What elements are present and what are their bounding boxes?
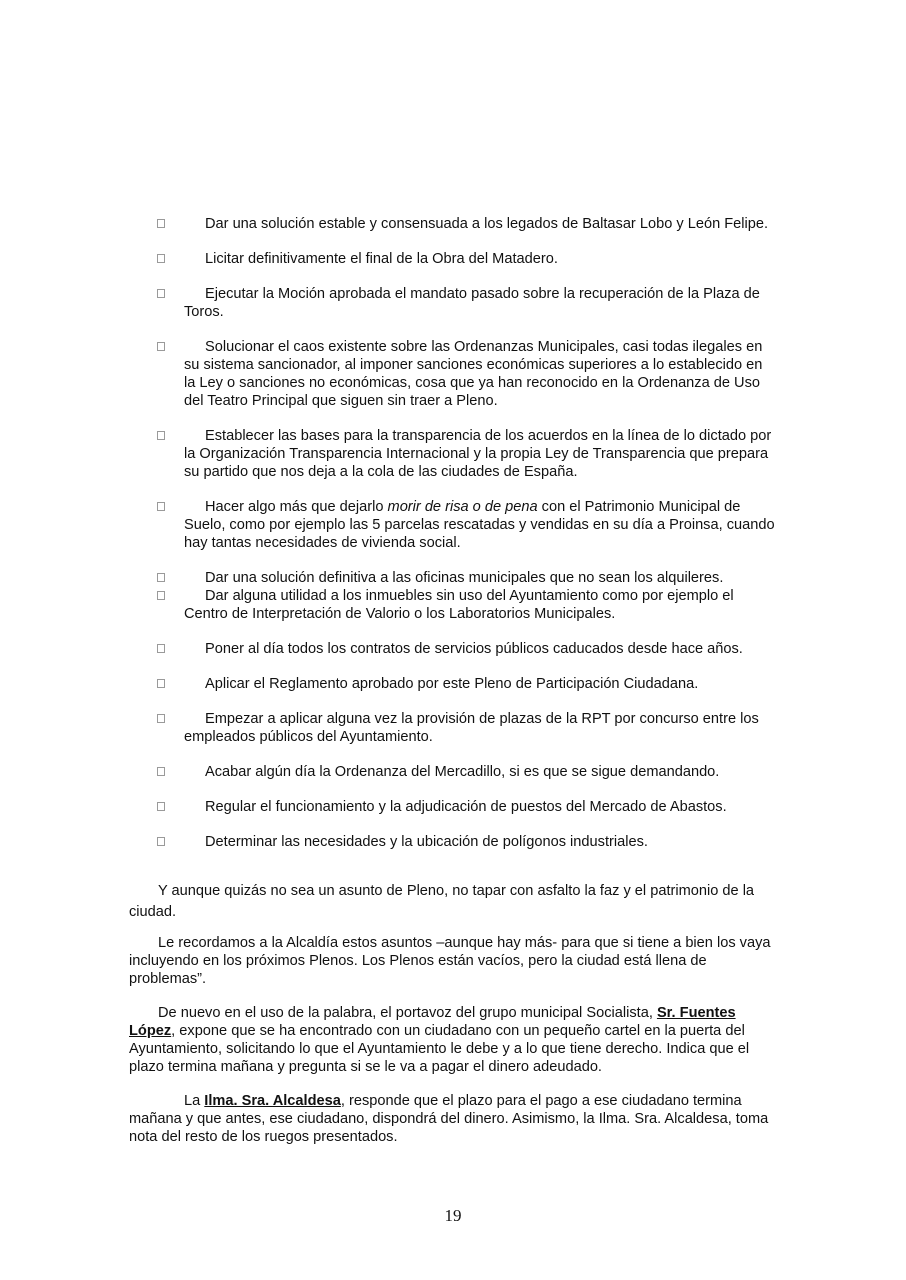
list-item: Aplicar el Reglamento aprobado por este Pleno de Participación Ciudadana. <box>155 675 775 693</box>
paragraph-recordatorio: Le recordamos a la Alcaldía estos asuntos –aunque hay más- para que si tiene a bien los vaya incluyendo en los próximos Plenos. Los Plenos están vacíos, pero la ciudad está llena de problemas”. <box>129 935 771 987</box>
list-item: Determinar las necesidades y la ubicación de polígonos industriales. <box>155 833 775 851</box>
checkbox-bullet-icon <box>157 431 165 440</box>
checkbox-bullet-icon <box>157 679 165 688</box>
paragraph-fuentes-lopez: De nuevo en el uso de la palabra, el portavoz del grupo municipal Socialista, Sr. Fuentes López, expone que se ha encontrado con un ciudadano con un pequeño cartel en la puerta del Ayuntamiento, solicitando lo que el Ayuntamiento le debe y a lo que tiene derecho. Indica que el plazo termina mañana y pregunta si se le va a pagar el dinero adeudado. <box>129 1005 750 1075</box>
list-item: Ejecutar la Moción aprobada el mandato pasado sobre la recuperación de la Plaza de Toros. <box>155 285 775 321</box>
list-item: Empezar a aplicar alguna vez la provisión de plazas de la RPT por concurso entre los empleados públicos del Ayuntamiento. <box>155 710 775 746</box>
checkbox-bullet-icon <box>157 767 165 776</box>
list-item: Establecer las bases para la transparencia de los acuerdos en la línea de lo dictado por la Organización Transparencia Internacional y la propia Ley de Transparencia que prepara su partido que nos deja a la cola de las ciudades de España. <box>155 427 775 481</box>
checkbox-bullet-icon <box>157 591 165 600</box>
checkbox-bullet-icon <box>157 714 165 723</box>
checkbox-bullet-icon <box>157 342 165 351</box>
paragraph-alcaldesa: La Ilma. Sra. Alcaldesa, responde que el plazo para el pago a ese ciudadano termina mañana y que antes, ese ciudadano, dispondrá del dinero. Asimismo, la Ilma. Sra. Alcaldesa, toma nota del resto de los ruegos presentados. <box>129 1093 769 1145</box>
list-item: Dar alguna utilidad a los inmuebles sin uso del Ayuntamiento como por ejemplo el Centro de Interpretación de Valorio o los Laboratorios Municipales. <box>155 587 775 623</box>
speaker-name: Ilma. Sra. Alcaldesa <box>204 1093 341 1109</box>
list-item: Solucionar el caos existente sobre las Ordenanzas Municipales, casi todas ilegales en su sistema sancionador, al imponer sanciones económicas superiores a lo establecido en la Ley o sanciones no económicas, cosa que ya han reconocido en la Ordenanza de Uso del Teatro Principal que siguen sin traer a Pleno. <box>155 338 775 410</box>
list-item: Regular el funcionamiento y la adjudicación de puestos del Mercado de Abastos. <box>155 798 775 816</box>
checkbox-bullet-icon <box>157 837 165 846</box>
checkbox-bullet-icon <box>157 502 165 511</box>
list-item: Hacer algo más que dejarlo morir de risa o de pena con el Patrimonio Municipal de Suelo, como por ejemplo las 5 parcelas rescatadas y vendidas en su día a Proinsa, cuando hay tantas necesidades de vivienda social. <box>155 498 775 552</box>
checkbox-bullet-icon <box>157 644 165 653</box>
list-item: Dar una solución definitiva a las oficinas municipales que no sean los alquileres. <box>155 569 775 587</box>
page-number: 19 <box>444 1206 462 1225</box>
list-item: Poner al día todos los contratos de servicios públicos caducados desde hace años. <box>155 640 775 658</box>
checkbox-bullet-icon <box>157 254 165 263</box>
speaker-name: Sr. Fuentes López <box>129 1005 736 1039</box>
request-list <box>155 215 775 868</box>
list-item: Dar una solución estable y consensuada a los legados de Baltasar Lobo y León Felipe. <box>155 215 775 233</box>
checkbox-bullet-icon <box>157 219 165 228</box>
paragraph-asfalto: Y aunque quizás no sea un asunto de Pleno, no tapar con asfalto la faz y el patrimonio de la ciudad. <box>129 883 755 920</box>
checkbox-bullet-icon <box>157 289 165 298</box>
list-item: Licitar definitivamente el final de la Obra del Matadero. <box>155 250 775 268</box>
checkbox-bullet-icon <box>157 573 165 582</box>
list-item: Acabar algún día la Ordenanza del Mercadillo, si es que se sigue demandando. <box>155 763 775 781</box>
checkbox-bullet-icon <box>157 802 165 811</box>
